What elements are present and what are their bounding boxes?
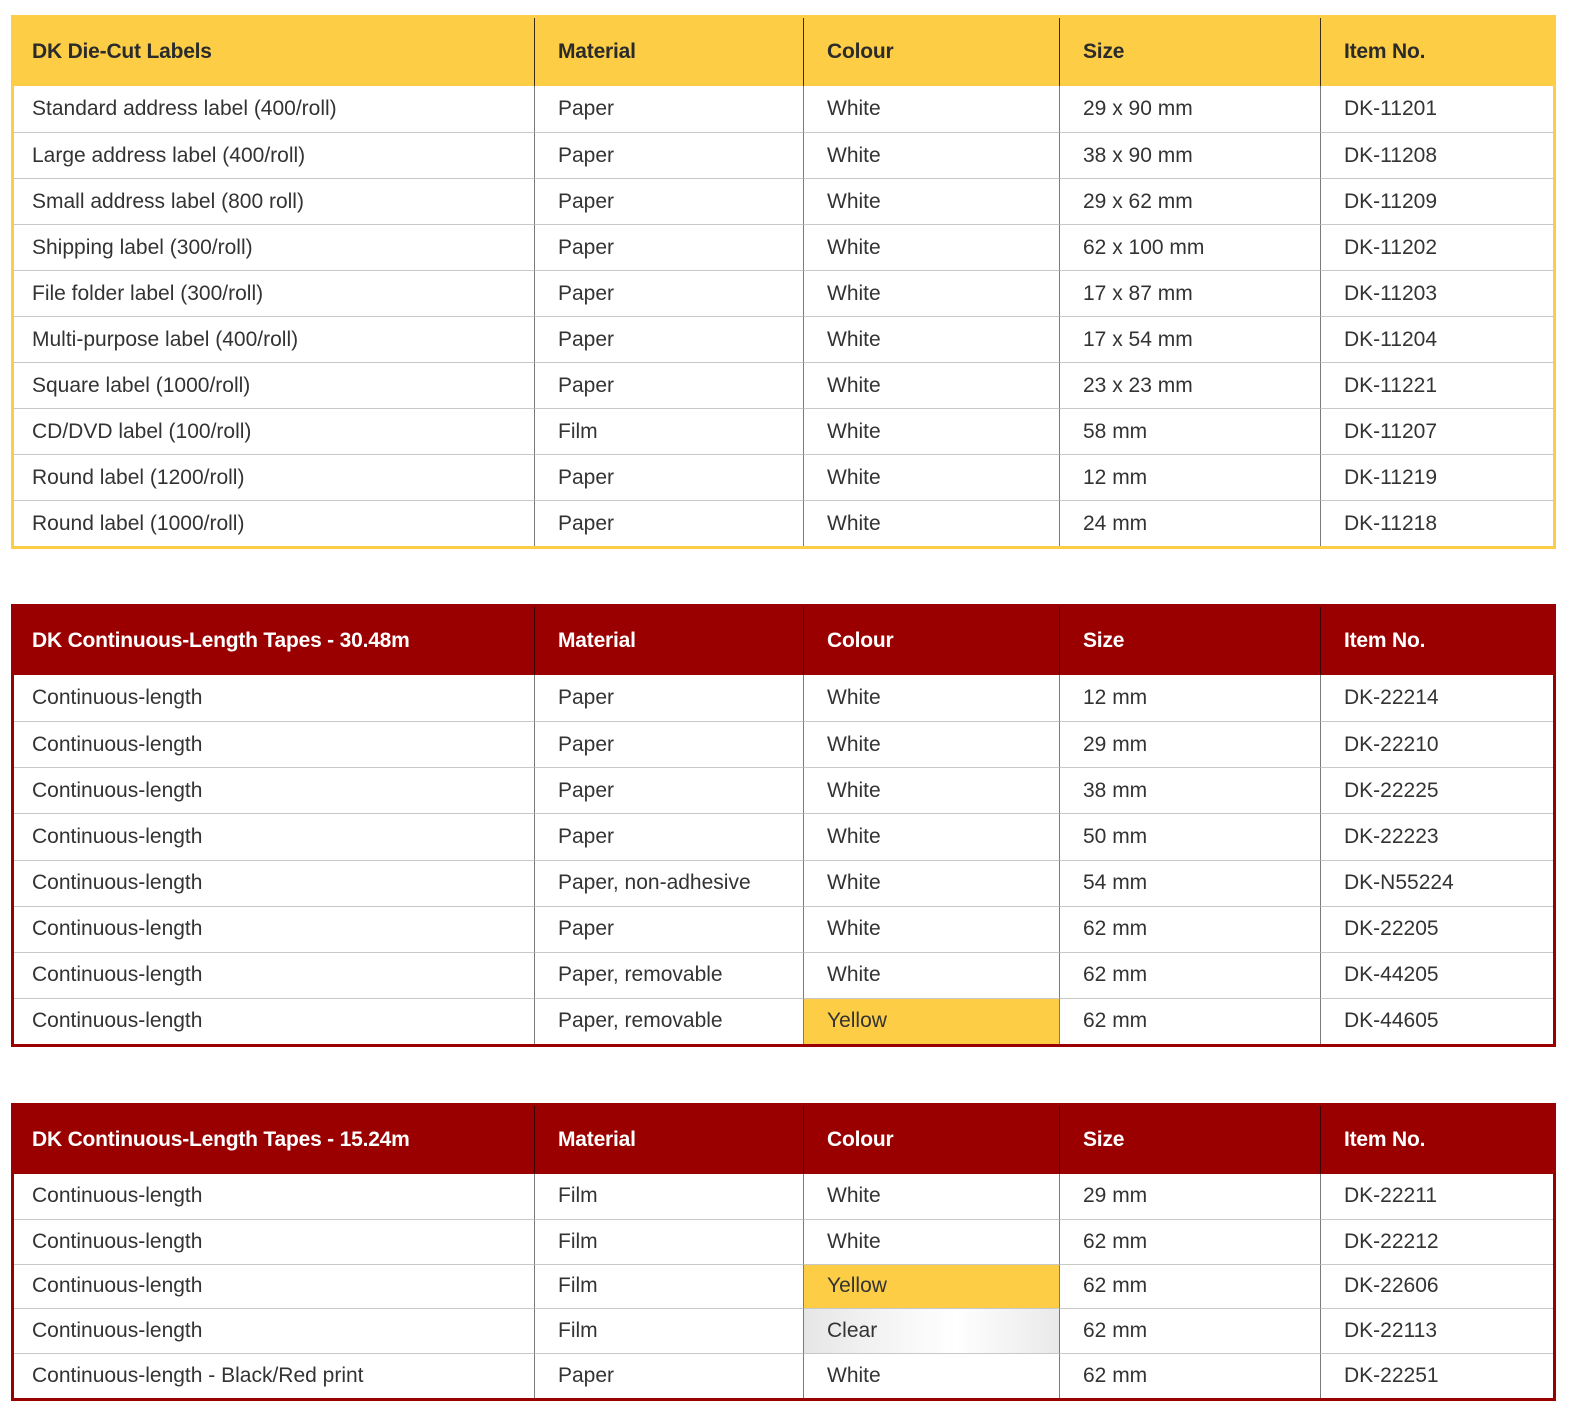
- header-size: Size: [1060, 607, 1321, 675]
- cell-item-no: DK-22210: [1321, 721, 1553, 767]
- cell-item-no: DK-22211: [1344, 1184, 1438, 1208]
- header-material: Material: [535, 1106, 804, 1174]
- cell-item-no: DK-N55224: [1321, 860, 1553, 906]
- cell-material: Paper: [535, 224, 804, 270]
- cell-size: 17 x 87 mm: [1060, 270, 1321, 316]
- cell-material: Paper: [535, 1353, 804, 1398]
- header-material: Material: [535, 607, 804, 675]
- cell-colour: White: [804, 906, 1060, 952]
- cell-size: 62 x 100 mm: [1060, 224, 1321, 270]
- cell-name: Continuous-length: [14, 813, 535, 859]
- cell-item-no: DK-22223: [1321, 813, 1553, 859]
- cell-name: Continuous-length: [14, 767, 535, 813]
- cell-item-no: DK-44205: [1321, 952, 1553, 998]
- cell-size: 62 mm: [1060, 906, 1321, 952]
- cell-name: Standard address label (400/roll): [14, 86, 535, 132]
- header-size: Size: [1060, 1106, 1321, 1174]
- header-material: Material: [535, 18, 804, 86]
- cell-size: 62 mm: [1060, 1219, 1321, 1264]
- cell-name: CD/DVD label (100/roll): [14, 408, 535, 454]
- cell-colour: White: [804, 500, 1060, 546]
- cell-name: Continuous-length: [14, 998, 535, 1044]
- cell-colour: White: [804, 316, 1060, 362]
- cell-item-no: DK-44605: [1321, 998, 1553, 1044]
- cell-name: Continuous-length: [14, 1174, 535, 1219]
- cell-colour: White: [804, 721, 1060, 767]
- cell-material: Film: [535, 408, 804, 454]
- cell-size: 23 x 23 mm: [1060, 362, 1321, 408]
- header-title: DK Continuous-Length Tapes - 15.24m: [14, 1106, 535, 1174]
- cell-colour: Yellow: [804, 998, 1060, 1044]
- header-colour: Colour: [804, 607, 1060, 675]
- cell-colour: White: [804, 1353, 1060, 1398]
- cell-colour: White: [804, 1219, 1060, 1264]
- cell-material: Paper: [535, 132, 804, 178]
- cell-size: 29 mm: [1060, 1174, 1321, 1219]
- cell-name: Round label (1200/roll): [14, 454, 535, 500]
- cell-item-no: DK-11203: [1321, 270, 1553, 316]
- cell-material: Paper: [535, 178, 804, 224]
- cell-item-no: DK-11202: [1321, 224, 1553, 270]
- header-item-no: Item No.: [1321, 1106, 1553, 1174]
- cell-item-no: DK-22225: [1321, 767, 1553, 813]
- cell-material: Paper: [535, 500, 804, 546]
- cell-size: 29 x 90 mm: [1060, 86, 1321, 132]
- cell-item-no: DK-22606: [1321, 1264, 1553, 1309]
- table-grid: [14, 18, 1553, 546]
- cell-item-no: DK-11207: [1321, 408, 1553, 454]
- cell-size: 62 mm: [1060, 1308, 1321, 1353]
- cell-name: Continuous-length: [14, 1308, 535, 1353]
- cell-item-no: DK-22113: [1321, 1308, 1553, 1353]
- cell-material: Paper, removable: [535, 952, 804, 998]
- die-cut-labels-table: [11, 15, 1556, 549]
- cell-colour: White: [804, 813, 1060, 859]
- cell-colour: Clear: [804, 1308, 1060, 1353]
- cell-size: 62 mm: [1060, 1264, 1321, 1309]
- cell-colour: Yellow: [804, 1264, 1060, 1309]
- cell-size: 12 mm: [1060, 675, 1321, 721]
- cell-colour: White: [804, 132, 1060, 178]
- cell-item-no: DK-22212: [1321, 1219, 1553, 1264]
- cell-name: Square label (1000/roll): [14, 362, 535, 408]
- cell-colour: White: [804, 860, 1060, 906]
- cell-material: Paper, removable: [535, 998, 804, 1044]
- cell-name: Shipping label (300/roll): [14, 224, 535, 270]
- cell-name: Small address label (800 roll): [14, 178, 535, 224]
- cell-colour: White: [804, 362, 1060, 408]
- cell-material: Paper: [535, 675, 804, 721]
- cell-name: Continuous-length - Black/Red print: [14, 1353, 535, 1398]
- cell-size: 54 mm: [1060, 860, 1321, 906]
- cell-item-no: DK-11201: [1344, 97, 1438, 120]
- cell-colour: White: [804, 675, 1060, 721]
- continuous-tapes-15m-table: [11, 1103, 1556, 1401]
- cell-item-no: DK-11221: [1321, 362, 1553, 408]
- header-item-no: Item No.: [1321, 607, 1553, 675]
- cell-name: Multi-purpose label (400/roll): [14, 316, 535, 362]
- cell-name: File folder label (300/roll): [14, 270, 535, 316]
- cell-item-no: DK-11208: [1321, 132, 1553, 178]
- cell-material: Paper: [535, 721, 804, 767]
- cell-material: Paper: [535, 767, 804, 813]
- cell-material: Film: [535, 1219, 804, 1264]
- header-size: Size: [1060, 18, 1321, 86]
- cell-material: Film: [535, 1174, 804, 1219]
- cell-item-no: DK-11209: [1321, 178, 1553, 224]
- cell-material: Paper: [535, 316, 804, 362]
- header-colour: Colour: [804, 1106, 1060, 1174]
- cell-size: 50 mm: [1060, 813, 1321, 859]
- cell-size: 17 x 54 mm: [1060, 316, 1321, 362]
- cell-material: Paper: [535, 270, 804, 316]
- cell-material: Paper: [535, 906, 804, 952]
- cell-item-no: DK-11219: [1321, 454, 1553, 500]
- cell-name: Continuous-length: [14, 952, 535, 998]
- cell-colour: White: [804, 952, 1060, 998]
- cell-size: 62 mm: [1060, 952, 1321, 998]
- cell-size: 58 mm: [1060, 408, 1321, 454]
- header-item-no: Item No.: [1321, 18, 1553, 86]
- cell-colour: White: [804, 1174, 1060, 1219]
- cell-colour: White: [804, 178, 1060, 224]
- table-grid: [14, 607, 1553, 1044]
- cell-size: 62 mm: [1060, 998, 1321, 1044]
- cell-material: Film: [535, 1308, 804, 1353]
- cell-colour: White: [804, 86, 1060, 132]
- cell-size: 62 mm: [1060, 1353, 1321, 1398]
- cell-item-no: DK-22214: [1344, 686, 1439, 710]
- cell-size: 24 mm: [1060, 500, 1321, 546]
- cell-size: 38 x 90 mm: [1060, 132, 1321, 178]
- table-grid: [14, 1106, 1553, 1398]
- cell-item-no: DK-11218: [1321, 500, 1553, 546]
- cell-colour: White: [804, 270, 1060, 316]
- cell-name: Continuous-length: [14, 675, 535, 721]
- cell-material: Paper: [535, 362, 804, 408]
- cell-name: Continuous-length: [14, 906, 535, 952]
- header-title: DK Die-Cut Labels: [14, 18, 535, 86]
- cell-item-no: DK-22251: [1321, 1353, 1553, 1398]
- cell-item-no: DK-22205: [1321, 906, 1553, 952]
- cell-material: Paper: [535, 454, 804, 500]
- cell-material: Paper: [535, 86, 804, 132]
- cell-material: Film: [535, 1264, 804, 1309]
- cell-name: Large address label (400/roll): [14, 132, 535, 178]
- header-colour: Colour: [804, 18, 1060, 86]
- cell-size: 12 mm: [1060, 454, 1321, 500]
- cell-name: Round label (1000/roll): [14, 500, 535, 546]
- cell-name: Continuous-length: [14, 1219, 535, 1264]
- cell-colour: White: [804, 408, 1060, 454]
- cell-name: Continuous-length: [14, 1264, 535, 1309]
- cell-name: Continuous-length: [14, 860, 535, 906]
- cell-material: Paper: [535, 813, 804, 859]
- cell-name: Continuous-length: [14, 721, 535, 767]
- cell-colour: White: [804, 767, 1060, 813]
- header-title: DK Continuous-Length Tapes - 30.48m: [14, 607, 535, 675]
- cell-size: 38 mm: [1060, 767, 1321, 813]
- cell-material: Paper, non-adhesive: [535, 860, 804, 906]
- cell-colour: White: [804, 454, 1060, 500]
- cell-item-no: DK-11204: [1321, 316, 1553, 362]
- cell-colour: White: [804, 224, 1060, 270]
- cell-size: 29 mm: [1060, 721, 1321, 767]
- continuous-tapes-30m-table: [11, 604, 1556, 1047]
- cell-size: 29 x 62 mm: [1060, 178, 1321, 224]
